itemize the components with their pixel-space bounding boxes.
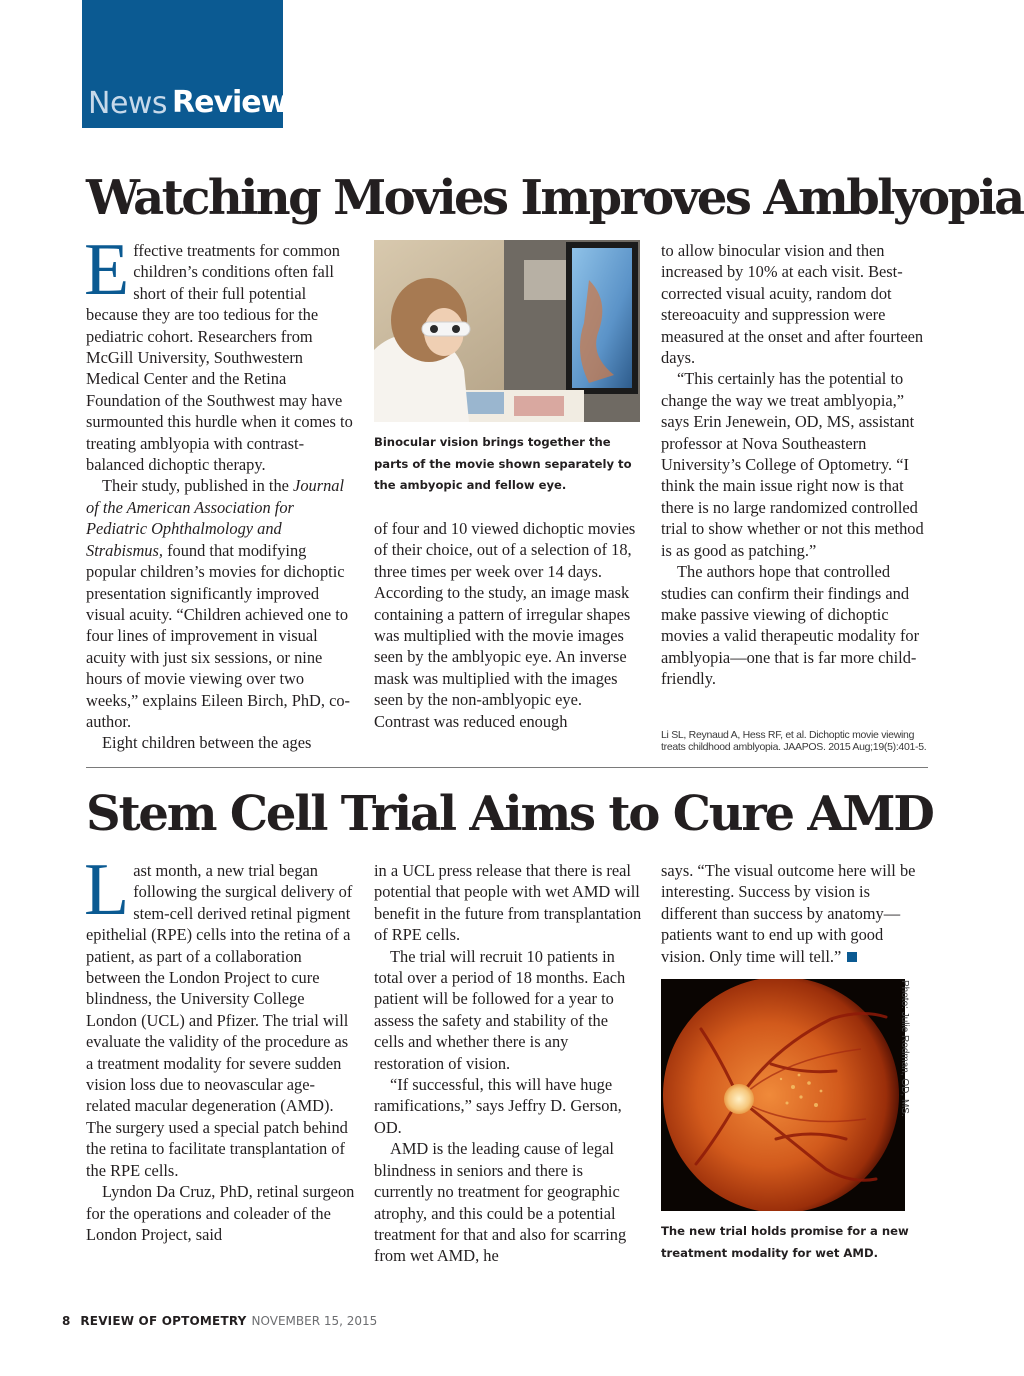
article2-para-4: The trial will recruit 10 patients in total over a period of 18 months. Each patient will be followed for a year to assess the safety and stability of the cells and whether there is any restoration of vision.	[374, 946, 626, 1073]
article1-para-1: Effective treatments for common children’s conditions often fall short of their full potential because they are too tedious for the pediatric cohort. Researchers from McGill University, Southwestern Medical Center and the Retina Foundation of the Southwest may have surmounted this hurdle when it comes to treating amblyopia with contrast-balanced dichoptic therapy.	[84, 229, 353, 475]
article-divider	[86, 767, 928, 768]
article2-para-6: AMD is the leading cause of legal blindness in seniors and there is currently no treatment for geographic atrophy, and this could be a potential treatment for that and also for scarring from wet AMD, he	[374, 1139, 627, 1266]
article2-para-2: Lyndon Da Cruz, PhD, retinal surgeon for the operations and coleader of the London Project, said	[86, 1182, 355, 1244]
child-watching-movie-image	[374, 240, 640, 422]
article1-photo-caption: Binocular vision brings together the parts of the movie shown separately to the ambyopic and fellow eye.	[374, 435, 632, 492]
retina-fundus-photo	[661, 979, 905, 1211]
article1-para-4: of four and 10 viewed dichoptic movies of their choice, out of a selection of 18, three times per week over 14 days. According to the study, an image mask containing a pattern of irregular shapes was multiplied with the movie images seen by the amblyopic eye. An inverse mask was multiplied with the images seen by the non-amblyopic eye. Contrast was reduced enough	[374, 519, 636, 731]
section-tab	[82, 0, 288, 128]
article1-column-1	[84, 229, 356, 754]
article1-dropcap: E	[84, 229, 130, 311]
magazine-name: REVIEW OF OPTOMETRY	[80, 1314, 247, 1328]
article1-para-7: The authors hope that controlled studies can confirm their findings and make passive viewing of dichoptic movies a valid therapeutic modality for amblyopia—one that is far more child-friendly.	[661, 562, 920, 689]
page-number: 8	[62, 1314, 71, 1328]
article2-column-3	[661, 860, 921, 967]
end-of-article-mark	[847, 952, 857, 962]
section-label-review: Review	[172, 85, 288, 120]
page-footer	[62, 1314, 377, 1328]
article2-para-7: says. “The visual outcome here will be interesting. Success by vision is different than success by anatomy—patients want to end up with good vision. Only time will tell.”	[661, 861, 916, 966]
article1-para-6: “This certainly has the potential to change the way we treat amblyopia,” says Erin Jenewein, OD, MS, assistant professor at Nova Southeastern University’s College of Optometry. “I think the main issue right now is that there is no large randomized controlled trial to show whether or not this method is as good as patching.”	[661, 369, 924, 560]
journal-title: Journal of the American Association for Pediatric Ophthalmology and Strabismus,	[86, 476, 345, 560]
child-watching-movie-photo	[374, 240, 640, 422]
article1-column-3	[661, 240, 929, 690]
article1-reference: Li SL, Reynaud A, Hess RF, et al. Dichoptic movie viewing treats childhood amblyopia. JAAPOS. 2015 Aug;19(5):401-5.	[661, 729, 927, 753]
article2-para-3: in a UCL press release that there is real potential that people with wet AMD will benefit in the future from transplantation of RPE cells.	[374, 861, 642, 945]
issue-date: NOVEMBER 15, 2015	[251, 1314, 378, 1328]
section-label-news: News	[88, 86, 168, 121]
article2-photo-caption: The new trial holds promise for a new treatment modality for wet AMD.	[661, 1224, 909, 1260]
article1-headline: Watching Movies Improves Amblyopia	[86, 170, 1023, 226]
article1-para-3: Eight children between the ages	[102, 733, 312, 753]
article1-column-2	[374, 518, 640, 732]
article1-para-2: Their study, published in the Journal of the American Association for Pediatric Ophthalmology and Strabismus, found that modifying popular children’s movies for dichoptic presentation significantly improved visual acuity. “Children achieved one to four lines of improvement in visual acuity with just six sessions, or nine hours of movie viewing over two weeks,” explains Eileen Birch, PhD, co-author.	[86, 476, 350, 731]
photo-credit: Photo: Julie Rodman, OD, MS.	[899, 980, 910, 1117]
article1-para-5: to allow binocular vision and then increased by 10% at each visit. Best-corrected visual acuity, random dot stereoacuity and suppression were measured at the onset and after fourteen days.	[661, 241, 924, 368]
article2-column-2	[374, 860, 642, 1267]
article2-para-1: Last month, a new trial began following the surgical delivery of stem-cell derived retinal pigment epithelial (RPE) cells into the retina of a patient, as part of a collaboration between the London Project to cure blindness, the University College London (UCL) and Pfizer. The trial will evaluate the validity of the procedure as a treatment modality for severe sudden vision loss due to neovascular age-related macular degeneration (AMD). The surgery used a special patch behind the retina to facilitate transplantation of the RPE cells.	[84, 849, 353, 1180]
article2-dropcap: L	[84, 849, 130, 931]
article2-para-5: “If successful, this will have huge ramifications,” says Jeffry D. Gerson, OD.	[374, 1075, 622, 1137]
retina-fundus-image	[661, 979, 905, 1211]
article2-column-1	[84, 849, 356, 1245]
article2-headline: Stem Cell Trial Aims to Cure AMD	[86, 786, 933, 842]
